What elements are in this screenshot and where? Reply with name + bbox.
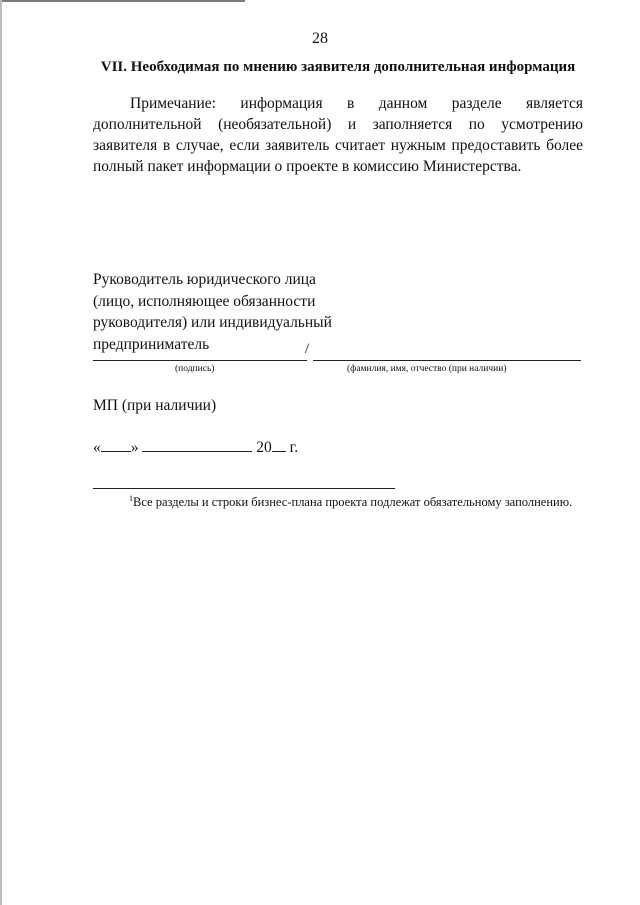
signature-separator: / xyxy=(305,341,310,357)
month-blank[interactable] xyxy=(142,437,252,452)
stamp-label: МП (при наличии) xyxy=(93,397,217,414)
page-number: 28 xyxy=(312,30,328,47)
signature-line[interactable] xyxy=(93,360,307,361)
footnote xyxy=(93,490,583,511)
footnote-text: Все разделы и строки бизнес-плана проекта подлежат обязательному заполнению. xyxy=(133,495,573,510)
day-blank[interactable] xyxy=(101,437,131,452)
year-prefix: 20 xyxy=(256,439,272,456)
note-paragraph: Примечание: информация в данном разделе является дополнительной (необязательной) и заполняется по усмотрению заявителя в случае, если заявитель считает нужным предоставить более полный пакет информации о проекте в комиссию Министерства. xyxy=(93,95,583,175)
scan-edge-top xyxy=(0,0,245,2)
year-blank[interactable] xyxy=(272,437,286,452)
footnote-marker: 1 xyxy=(129,494,133,503)
scan-edge-left xyxy=(0,0,2,905)
date-field xyxy=(93,437,298,457)
section-title: VII. Необходимая по мнению заявителя дополнительная информация xyxy=(100,59,576,75)
year-suffix: г. xyxy=(289,439,299,456)
date-open-quote: « xyxy=(93,439,101,456)
footnote-rule xyxy=(93,488,395,489)
date-close-quote: » xyxy=(130,439,139,456)
signature-caption: (подпись) xyxy=(175,364,215,374)
signer-title: Руководитель юридического лица (лицо, исполняющее обязанности руководителя) или индивидуальный предприниматель xyxy=(93,271,332,353)
full-name-line[interactable] xyxy=(313,360,581,361)
full-name-caption: (фамилия, имя, отчество (при наличии) xyxy=(347,364,507,374)
